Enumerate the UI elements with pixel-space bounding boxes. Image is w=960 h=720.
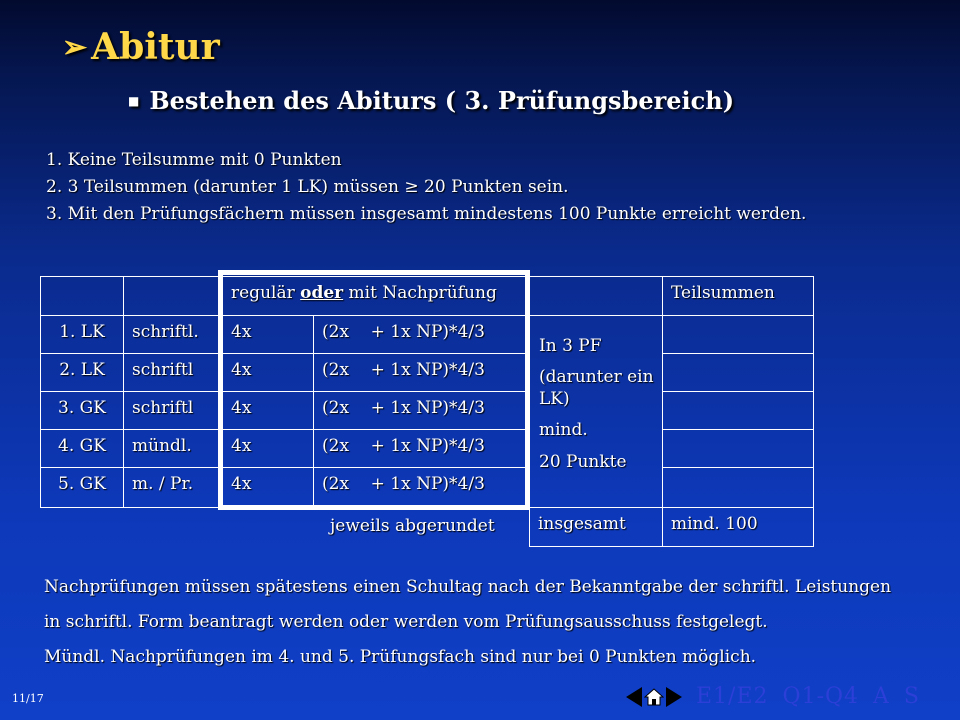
rules-list — [46, 147, 806, 228]
table-cell-regulaer: 4x — [222, 353, 314, 392]
table-cell-teilsumme — [662, 467, 814, 508]
pf-line: mind. — [539, 420, 588, 440]
note-line: Nachprüfungen müssen spätestens einen Schultag nach der Bekanntgabe der schriftl. Leistungen — [44, 577, 892, 597]
nav-link-q1q4[interactable]: Q1-Q4 — [782, 684, 860, 709]
table-header-mode: regulär oder mit Nachprüfung — [222, 276, 530, 316]
table-cell-regulaer: 4x — [222, 467, 314, 508]
square-bullet-icon: ■ — [128, 93, 140, 108]
home-icon[interactable] — [644, 687, 664, 707]
table-cell-fach: 1. LK — [40, 315, 124, 354]
nav-arrows — [626, 687, 682, 707]
table-header-empty — [529, 276, 663, 316]
table-cell-regulaer: 4x — [222, 315, 314, 354]
triangle-right-icon[interactable] — [666, 687, 682, 707]
table-cell-teilsumme — [662, 391, 814, 430]
table-cell-teilsumme — [662, 429, 814, 468]
table-cell-insgesamt: insgesamt — [529, 507, 663, 547]
table-cell-art: schriftl. — [123, 315, 223, 354]
note-line: in schriftl. Form beantragt werden oder werden vom Prüfungsausschuss festgelegt. — [44, 612, 768, 632]
table-cell-regulaer: 4x — [222, 429, 314, 468]
pf-line: In 3 PF — [539, 336, 602, 356]
table-header-teilsummen: Teilsummen — [662, 276, 814, 316]
nav-link-s[interactable]: S — [903, 684, 920, 709]
table-cell-art: m. / Pr. — [123, 467, 223, 508]
slide-subtitle-text: Bestehen des Abiturs ( 3. Prüfungsbereich) — [149, 86, 735, 115]
nav-link-e1e2[interactable]: E1/E2 — [696, 684, 769, 709]
rule-item: 2. 3 Teilsummen (darunter 1 LK) müssen ≥ 20 Punkten sein. — [46, 177, 569, 197]
table-cell-regulaer: 4x — [222, 391, 314, 430]
table-cell-nach: (2x + 1x NP)*4/3 — [313, 353, 530, 392]
table-cell-fach: 2. LK — [40, 353, 124, 392]
table-cell-nach: (2x + 1x NP)*4/3 — [313, 429, 530, 468]
pf-line: 20 Punkte — [539, 452, 627, 472]
slide-title-text: Abitur — [91, 26, 220, 68]
note-line: Mündl. Nachprüfungen im 4. und 5. Prüfungsfach sind nur bei 0 Punkten möglich. — [44, 647, 757, 667]
slide-title — [62, 26, 220, 68]
table-cell-nach: (2x + 1x NP)*4/3 — [313, 315, 530, 354]
triangle-left-icon[interactable] — [626, 687, 642, 707]
pf-line: (darunter ein LK) — [539, 367, 654, 409]
table-cell-fach: 4. GK — [40, 429, 124, 468]
rule-item: 1. Keine Teilsumme mit 0 Punkten — [46, 150, 342, 170]
jeweils-abgerundet-note: jeweils abgerundet — [330, 516, 495, 536]
notes-paragraph — [44, 570, 891, 675]
table-cell-art: mündl. — [123, 429, 223, 468]
slide-navigation — [626, 684, 920, 709]
table-cell-teilsumme — [662, 315, 814, 354]
page-number: 11/17 — [12, 692, 44, 705]
slide-subtitle — [128, 86, 734, 115]
nav-link-a[interactable]: A — [873, 684, 890, 709]
arrow-right-bullet-icon: ➢ — [62, 29, 88, 65]
pf-description — [539, 334, 659, 482]
table-header-empty — [40, 276, 124, 316]
table-cell-fach: 3. GK — [40, 391, 124, 430]
table-header-empty — [123, 276, 223, 316]
table-cell-mind100: mind. 100 — [662, 507, 814, 547]
oder-underlined: oder — [300, 283, 344, 303]
table-cell-art: schriftl — [123, 353, 223, 392]
table-cell-nach: (2x + 1x NP)*4/3 — [313, 467, 530, 508]
table-cell-teilsumme — [662, 353, 814, 392]
rule-item: 3. Mit den Prüfungsfächern müssen insgesamt mindestens 100 Punkte erreicht werden. — [46, 204, 807, 224]
table-cell-nach: (2x + 1x NP)*4/3 — [313, 391, 530, 430]
table-cell-art: schriftl — [123, 391, 223, 430]
table-cell-fach: 5. GK — [40, 467, 124, 508]
